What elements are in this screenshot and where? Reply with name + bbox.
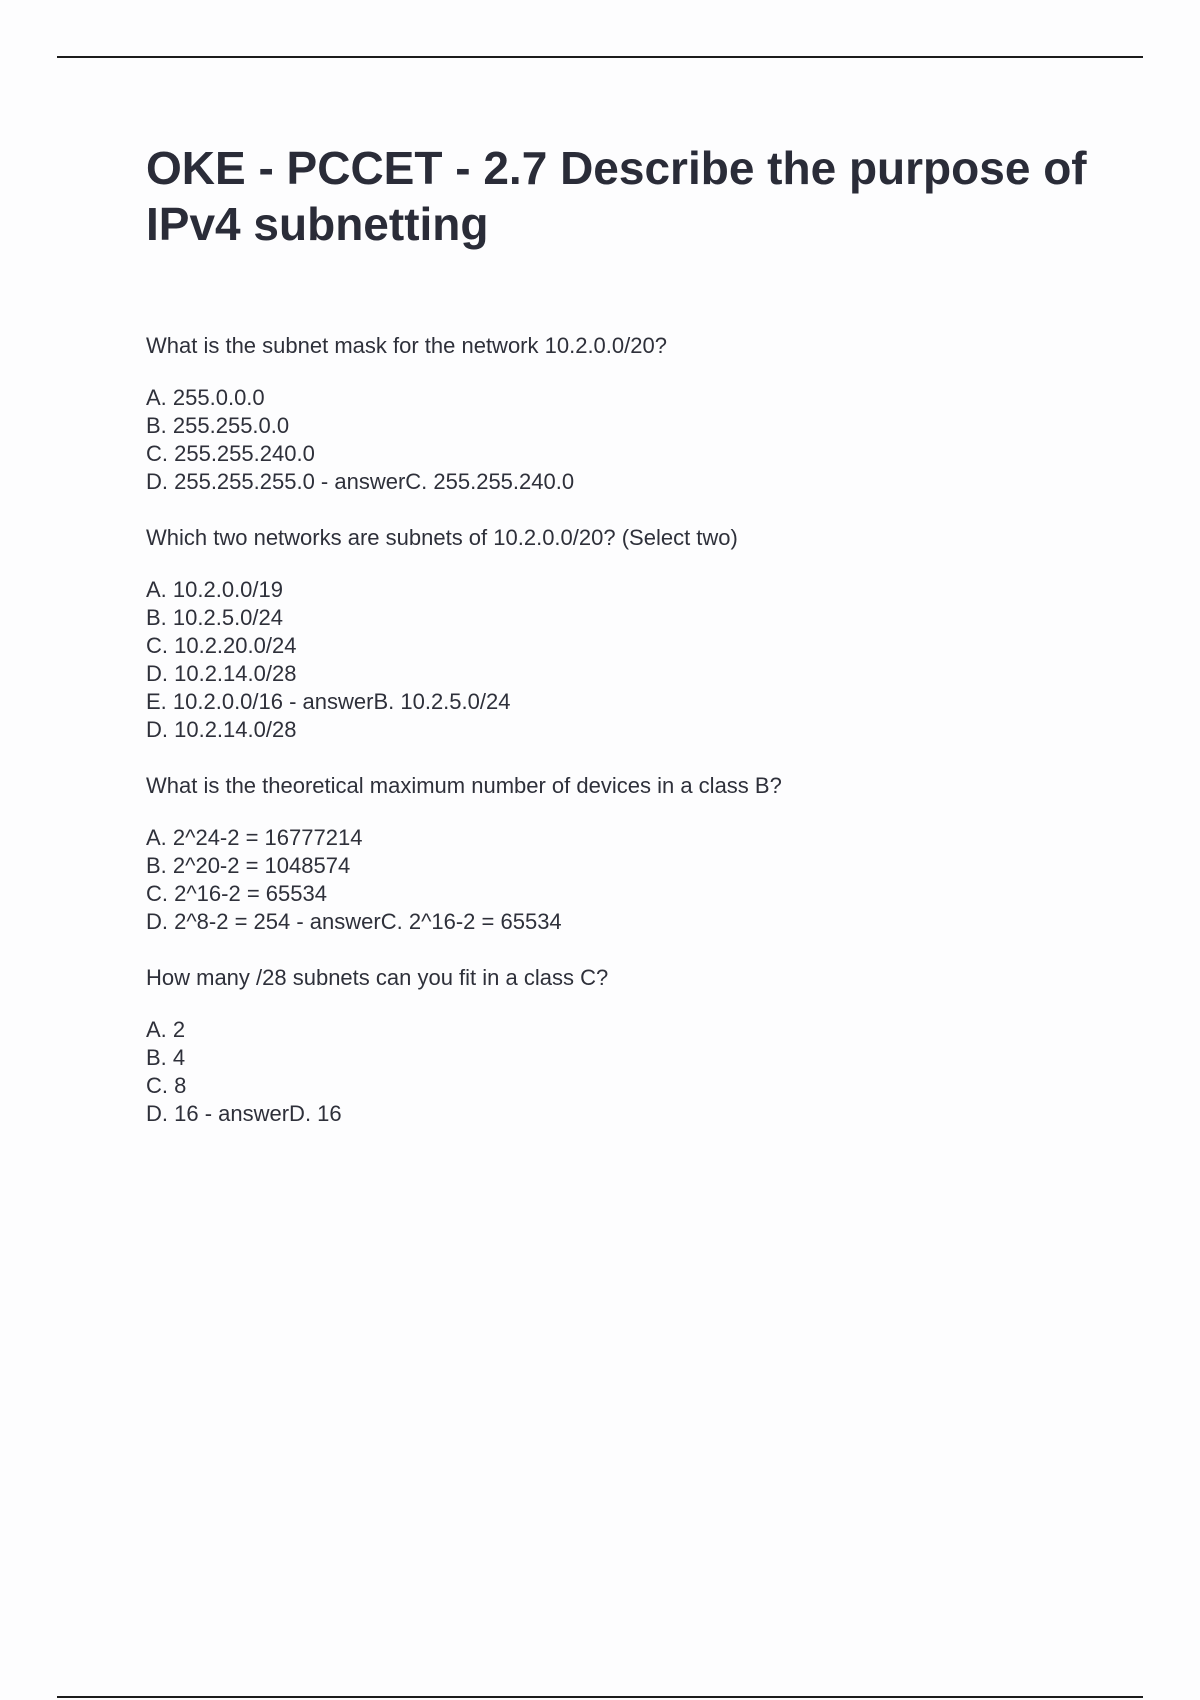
option-item: C. 2^16-2 = 65534 bbox=[146, 881, 327, 906]
option-item: D. 10.2.14.0/28 bbox=[146, 661, 297, 686]
document-body bbox=[146, 140, 1106, 1156]
option-item: B. 2^20-2 = 1048574 bbox=[146, 853, 351, 878]
option-item: B. 10.2.5.0/24 bbox=[146, 605, 283, 630]
question-block-3 bbox=[146, 772, 1106, 936]
option-list bbox=[146, 576, 1106, 744]
option-item: A. 10.2.0.0/19 bbox=[146, 577, 283, 602]
option-item: C. 8 bbox=[146, 1073, 187, 1098]
option-item: A. 255.0.0.0 bbox=[146, 385, 265, 410]
question-text: How many /28 subnets can you fit in a class C? bbox=[146, 965, 609, 990]
option-item: C. 255.255.240.0 bbox=[146, 441, 315, 466]
option-list bbox=[146, 824, 1106, 936]
document-title: OKE - PCCET - 2.7 Describe the purpose of IPv4 subnetting bbox=[146, 142, 1087, 250]
option-item: C. 10.2.20.0/24 bbox=[146, 633, 297, 658]
option-item: A. 2 bbox=[146, 1017, 186, 1042]
option-list bbox=[146, 1016, 1106, 1128]
question-text: Which two networks are subnets of 10.2.0.0/20? (Select two) bbox=[146, 525, 738, 550]
option-item: D. 16 - answerD. 16 bbox=[146, 1101, 342, 1126]
option-item: B. 255.255.0.0 bbox=[146, 413, 290, 438]
option-item: D. 2^8-2 = 254 - answerC. 2^16-2 = 65534 bbox=[146, 909, 562, 934]
option-list bbox=[146, 384, 1106, 496]
question-block-1 bbox=[146, 332, 1106, 496]
question-list bbox=[146, 332, 1106, 1128]
option-item: D. 10.2.14.0/28 bbox=[146, 717, 297, 742]
option-item: E. 10.2.0.0/16 - answerB. 10.2.5.0/24 bbox=[146, 689, 511, 714]
question-block-2 bbox=[146, 524, 1106, 744]
bottom-divider bbox=[57, 1696, 1143, 1698]
question-block-4 bbox=[146, 964, 1106, 1128]
option-item: B. 4 bbox=[146, 1045, 186, 1070]
option-item: D. 255.255.255.0 - answerC. 255.255.240.0 bbox=[146, 469, 575, 494]
question-text: What is the theoretical maximum number of devices in a class B? bbox=[146, 773, 782, 798]
question-text: What is the subnet mask for the network 10.2.0.0/20? bbox=[146, 333, 667, 358]
option-item: A. 2^24-2 = 16777214 bbox=[146, 825, 363, 850]
top-divider bbox=[57, 56, 1143, 58]
